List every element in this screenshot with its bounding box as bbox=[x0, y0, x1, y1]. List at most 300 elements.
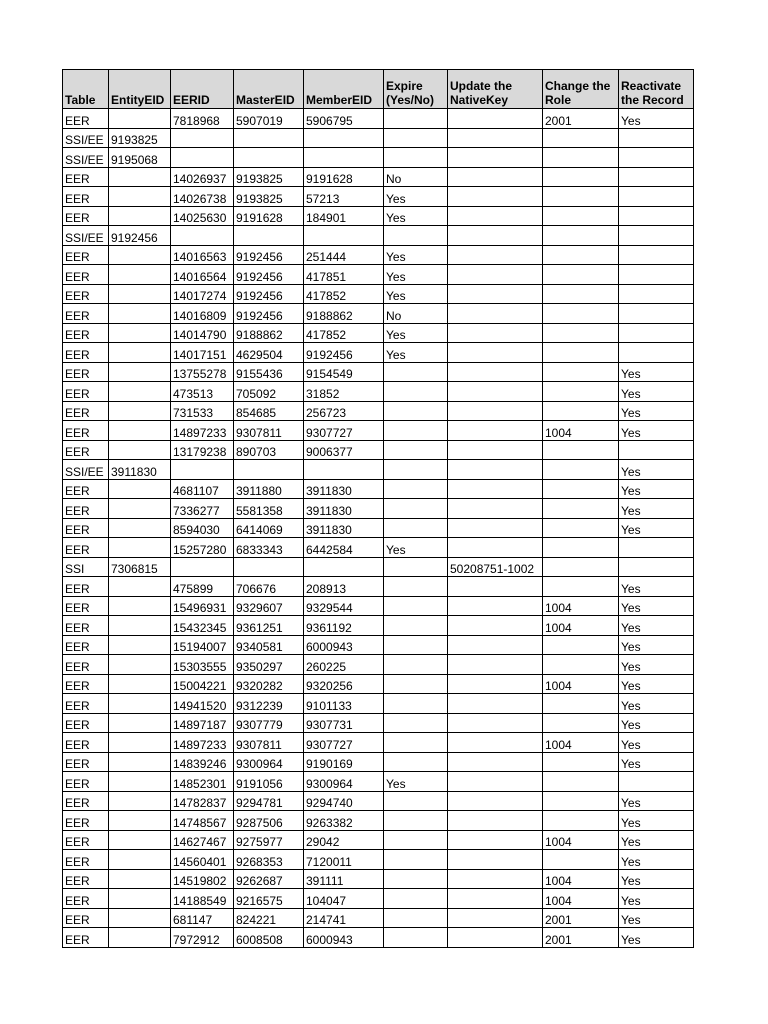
cell-mastereid: 9287506 bbox=[234, 811, 304, 831]
cell-mastereid: 5907019 bbox=[234, 109, 304, 129]
cell-expire bbox=[384, 109, 448, 129]
cell-mastereid: 9307811 bbox=[234, 421, 304, 441]
cell-mastereid: 3911880 bbox=[234, 479, 304, 499]
cell-expire bbox=[384, 869, 448, 889]
cell-mastereid: 9312239 bbox=[234, 694, 304, 714]
cell-entityeid bbox=[109, 479, 171, 499]
cell-eerid bbox=[171, 557, 234, 577]
cell-table: SSI/EE bbox=[63, 460, 109, 480]
cell-mastereid: 705092 bbox=[234, 382, 304, 402]
cell-change-role bbox=[543, 362, 619, 382]
cell-reactivate bbox=[619, 148, 694, 168]
cell-entityeid bbox=[109, 791, 171, 811]
cell-reactivate bbox=[619, 538, 694, 558]
table-row bbox=[63, 343, 694, 363]
cell-entityeid bbox=[109, 284, 171, 304]
table-row bbox=[63, 596, 694, 616]
cell-expire bbox=[384, 128, 448, 148]
cell-mastereid: 890703 bbox=[234, 440, 304, 460]
cell-table: EER bbox=[63, 752, 109, 772]
cell-update-nativekey bbox=[448, 245, 543, 265]
cell-table: EER bbox=[63, 479, 109, 499]
cell-reactivate: Yes bbox=[619, 889, 694, 909]
cell-change-role: 1004 bbox=[543, 616, 619, 636]
cell-eerid: 14897233 bbox=[171, 421, 234, 441]
cell-table: EER bbox=[63, 811, 109, 831]
cell-membereid: 3911830 bbox=[304, 479, 384, 499]
cell-eerid: 14017151 bbox=[171, 343, 234, 363]
cell-membereid: 9320256 bbox=[304, 674, 384, 694]
cell-membereid: 9154549 bbox=[304, 362, 384, 382]
cell-reactivate bbox=[619, 245, 694, 265]
table-row bbox=[63, 655, 694, 675]
cell-mastereid: 9361251 bbox=[234, 616, 304, 636]
cell-expire bbox=[384, 382, 448, 402]
cell-update-nativekey bbox=[448, 655, 543, 675]
header-change-role: Change the Role bbox=[543, 70, 619, 109]
cell-entityeid: 9195068 bbox=[109, 148, 171, 168]
cell-reactivate: Yes bbox=[619, 421, 694, 441]
cell-entityeid bbox=[109, 713, 171, 733]
table-row bbox=[63, 109, 694, 129]
cell-expire bbox=[384, 440, 448, 460]
cell-entityeid bbox=[109, 167, 171, 187]
cell-table: EER bbox=[63, 713, 109, 733]
cell-reactivate: Yes bbox=[619, 869, 694, 889]
cell-membereid: 3911830 bbox=[304, 499, 384, 519]
cell-change-role bbox=[543, 694, 619, 714]
table-row bbox=[63, 577, 694, 597]
cell-reactivate: Yes bbox=[619, 791, 694, 811]
cell-update-nativekey bbox=[448, 421, 543, 441]
cell-mastereid: 9193825 bbox=[234, 187, 304, 207]
cell-entityeid bbox=[109, 869, 171, 889]
cell-entityeid bbox=[109, 518, 171, 538]
cell-change-role bbox=[543, 577, 619, 597]
cell-reactivate bbox=[619, 343, 694, 363]
cell-reactivate bbox=[619, 265, 694, 285]
cell-reactivate bbox=[619, 557, 694, 577]
cell-entityeid bbox=[109, 850, 171, 870]
table-row bbox=[63, 733, 694, 753]
table-row bbox=[63, 479, 694, 499]
cell-eerid: 15257280 bbox=[171, 538, 234, 558]
cell-update-nativekey bbox=[448, 304, 543, 324]
cell-mastereid: 9307779 bbox=[234, 713, 304, 733]
cell-update-nativekey bbox=[448, 167, 543, 187]
cell-table: EER bbox=[63, 791, 109, 811]
cell-change-role bbox=[543, 304, 619, 324]
cell-reactivate: Yes bbox=[619, 830, 694, 850]
cell-membereid bbox=[304, 460, 384, 480]
cell-entityeid bbox=[109, 889, 171, 909]
table-row bbox=[63, 557, 694, 577]
cell-reactivate: Yes bbox=[619, 655, 694, 675]
cell-mastereid: 6414069 bbox=[234, 518, 304, 538]
table-row bbox=[63, 674, 694, 694]
cell-membereid: 9188862 bbox=[304, 304, 384, 324]
cell-change-role bbox=[543, 479, 619, 499]
header-entityeid: EntityEID bbox=[109, 70, 171, 109]
header-mastereid: MasterEID bbox=[234, 70, 304, 109]
cell-reactivate: Yes bbox=[619, 109, 694, 129]
table-row bbox=[63, 908, 694, 928]
cell-reactivate bbox=[619, 323, 694, 343]
cell-update-nativekey bbox=[448, 635, 543, 655]
cell-membereid: 9294740 bbox=[304, 791, 384, 811]
cell-entityeid bbox=[109, 635, 171, 655]
cell-update-nativekey bbox=[448, 830, 543, 850]
cell-update-nativekey bbox=[448, 265, 543, 285]
cell-entityeid bbox=[109, 109, 171, 129]
cell-eerid: 14627467 bbox=[171, 830, 234, 850]
cell-reactivate: Yes bbox=[619, 518, 694, 538]
cell-update-nativekey bbox=[448, 811, 543, 831]
cell-membereid: 9361192 bbox=[304, 616, 384, 636]
cell-membereid: 9329544 bbox=[304, 596, 384, 616]
cell-change-role bbox=[543, 187, 619, 207]
cell-mastereid: 9192456 bbox=[234, 284, 304, 304]
cell-membereid: 6000943 bbox=[304, 635, 384, 655]
cell-mastereid: 9300964 bbox=[234, 752, 304, 772]
cell-eerid bbox=[171, 226, 234, 246]
cell-change-role bbox=[543, 635, 619, 655]
table-row bbox=[63, 440, 694, 460]
cell-eerid: 13179238 bbox=[171, 440, 234, 460]
cell-membereid: 9191628 bbox=[304, 167, 384, 187]
cell-update-nativekey bbox=[448, 440, 543, 460]
cell-eerid: 731533 bbox=[171, 401, 234, 421]
cell-change-role: 1004 bbox=[543, 674, 619, 694]
cell-update-nativekey bbox=[448, 694, 543, 714]
cell-table: EER bbox=[63, 440, 109, 460]
cell-expire: Yes bbox=[384, 206, 448, 226]
cell-mastereid: 9294781 bbox=[234, 791, 304, 811]
cell-change-role bbox=[543, 518, 619, 538]
cell-entityeid bbox=[109, 343, 171, 363]
cell-membereid: 184901 bbox=[304, 206, 384, 226]
cell-change-role bbox=[543, 128, 619, 148]
cell-update-nativekey bbox=[448, 616, 543, 636]
cell-change-role bbox=[543, 713, 619, 733]
cell-expire bbox=[384, 421, 448, 441]
cell-entityeid bbox=[109, 928, 171, 948]
table-row bbox=[63, 694, 694, 714]
cell-membereid: 9300964 bbox=[304, 772, 384, 792]
cell-update-nativekey bbox=[448, 382, 543, 402]
cell-update-nativekey bbox=[448, 713, 543, 733]
cell-table: EER bbox=[63, 733, 109, 753]
table-row bbox=[63, 304, 694, 324]
cell-eerid: 14025630 bbox=[171, 206, 234, 226]
cell-change-role bbox=[543, 791, 619, 811]
table-row bbox=[63, 421, 694, 441]
cell-entityeid bbox=[109, 187, 171, 207]
cell-eerid: 4681107 bbox=[171, 479, 234, 499]
table-row bbox=[63, 187, 694, 207]
cell-table: EER bbox=[63, 928, 109, 948]
cell-expire bbox=[384, 596, 448, 616]
cell-change-role: 1004 bbox=[543, 889, 619, 909]
cell-reactivate bbox=[619, 284, 694, 304]
cell-update-nativekey bbox=[448, 323, 543, 343]
cell-membereid: 9192456 bbox=[304, 343, 384, 363]
cell-update-nativekey bbox=[448, 362, 543, 382]
cell-expire: No bbox=[384, 167, 448, 187]
cell-expire bbox=[384, 830, 448, 850]
cell-table: EER bbox=[63, 850, 109, 870]
cell-expire bbox=[384, 850, 448, 870]
cell-mastereid bbox=[234, 226, 304, 246]
cell-entityeid bbox=[109, 577, 171, 597]
cell-entityeid: 3911830 bbox=[109, 460, 171, 480]
table-row bbox=[63, 850, 694, 870]
cell-change-role: 2001 bbox=[543, 908, 619, 928]
cell-change-role: 1004 bbox=[543, 869, 619, 889]
cell-update-nativekey bbox=[448, 908, 543, 928]
cell-expire bbox=[384, 577, 448, 597]
cell-eerid: 7336277 bbox=[171, 499, 234, 519]
cell-eerid: 475899 bbox=[171, 577, 234, 597]
cell-mastereid: 824221 bbox=[234, 908, 304, 928]
cell-entityeid bbox=[109, 304, 171, 324]
cell-mastereid bbox=[234, 148, 304, 168]
cell-entityeid bbox=[109, 206, 171, 226]
cell-reactivate: Yes bbox=[619, 577, 694, 597]
cell-reactivate: Yes bbox=[619, 499, 694, 519]
cell-reactivate bbox=[619, 187, 694, 207]
cell-table: EER bbox=[63, 382, 109, 402]
cell-table: EER bbox=[63, 323, 109, 343]
cell-entityeid bbox=[109, 323, 171, 343]
cell-entityeid bbox=[109, 265, 171, 285]
header-row bbox=[63, 70, 694, 109]
cell-change-role: 2001 bbox=[543, 928, 619, 948]
cell-eerid: 473513 bbox=[171, 382, 234, 402]
table-row bbox=[63, 811, 694, 831]
table-row bbox=[63, 245, 694, 265]
cell-eerid: 8594030 bbox=[171, 518, 234, 538]
cell-update-nativekey bbox=[448, 226, 543, 246]
cell-change-role bbox=[543, 284, 619, 304]
cell-eerid bbox=[171, 460, 234, 480]
table-row bbox=[63, 226, 694, 246]
cell-entityeid bbox=[109, 499, 171, 519]
cell-change-role: 1004 bbox=[543, 733, 619, 753]
cell-update-nativekey bbox=[448, 518, 543, 538]
cell-change-role bbox=[543, 226, 619, 246]
cell-update-nativekey bbox=[448, 850, 543, 870]
cell-table: EER bbox=[63, 869, 109, 889]
cell-expire bbox=[384, 148, 448, 168]
cell-table: EER bbox=[63, 206, 109, 226]
cell-change-role bbox=[543, 245, 619, 265]
cell-eerid: 15496931 bbox=[171, 596, 234, 616]
cell-change-role bbox=[543, 811, 619, 831]
cell-reactivate bbox=[619, 128, 694, 148]
cell-change-role: 2001 bbox=[543, 109, 619, 129]
cell-expire bbox=[384, 557, 448, 577]
cell-update-nativekey bbox=[448, 772, 543, 792]
cell-change-role bbox=[543, 655, 619, 675]
table-row bbox=[63, 869, 694, 889]
cell-entityeid bbox=[109, 674, 171, 694]
cell-eerid: 14839246 bbox=[171, 752, 234, 772]
cell-expire: Yes bbox=[384, 187, 448, 207]
cell-entityeid bbox=[109, 772, 171, 792]
cell-membereid: 260225 bbox=[304, 655, 384, 675]
cell-expire bbox=[384, 616, 448, 636]
header-table: Table bbox=[63, 70, 109, 109]
cell-membereid: 31852 bbox=[304, 382, 384, 402]
cell-expire bbox=[384, 655, 448, 675]
cell-table: EER bbox=[63, 167, 109, 187]
cell-entityeid bbox=[109, 440, 171, 460]
cell-table: EER bbox=[63, 694, 109, 714]
cell-mastereid: 9262687 bbox=[234, 869, 304, 889]
cell-change-role bbox=[543, 148, 619, 168]
cell-eerid: 14897187 bbox=[171, 713, 234, 733]
cell-expire bbox=[384, 460, 448, 480]
cell-eerid: 14852301 bbox=[171, 772, 234, 792]
cell-change-role: 1004 bbox=[543, 830, 619, 850]
cell-entityeid bbox=[109, 362, 171, 382]
cell-entityeid bbox=[109, 811, 171, 831]
table-row bbox=[63, 635, 694, 655]
cell-reactivate: Yes bbox=[619, 674, 694, 694]
cell-membereid: 9006377 bbox=[304, 440, 384, 460]
cell-membereid: 214741 bbox=[304, 908, 384, 928]
cell-expire bbox=[384, 928, 448, 948]
cell-change-role bbox=[543, 850, 619, 870]
cell-eerid: 15432345 bbox=[171, 616, 234, 636]
cell-mastereid: 9193825 bbox=[234, 167, 304, 187]
cell-expire bbox=[384, 908, 448, 928]
table-row bbox=[63, 752, 694, 772]
cell-mastereid: 9192456 bbox=[234, 304, 304, 324]
cell-reactivate: Yes bbox=[619, 616, 694, 636]
table-row bbox=[63, 167, 694, 187]
cell-entityeid bbox=[109, 596, 171, 616]
cell-update-nativekey bbox=[448, 869, 543, 889]
table-row bbox=[63, 791, 694, 811]
cell-membereid: 7120011 bbox=[304, 850, 384, 870]
cell-expire bbox=[384, 752, 448, 772]
cell-entityeid bbox=[109, 421, 171, 441]
cell-membereid: 9101133 bbox=[304, 694, 384, 714]
cell-eerid: 14897233 bbox=[171, 733, 234, 753]
cell-expire bbox=[384, 479, 448, 499]
cell-eerid: 14748567 bbox=[171, 811, 234, 831]
cell-mastereid: 9320282 bbox=[234, 674, 304, 694]
cell-table: EER bbox=[63, 889, 109, 909]
cell-table: SSI/EE bbox=[63, 148, 109, 168]
cell-change-role bbox=[543, 538, 619, 558]
cell-membereid: 9307727 bbox=[304, 733, 384, 753]
cell-table: EER bbox=[63, 304, 109, 324]
cell-expire: Yes bbox=[384, 323, 448, 343]
cell-table: EER bbox=[63, 362, 109, 382]
cell-table: EER bbox=[63, 421, 109, 441]
table-row bbox=[63, 499, 694, 519]
cell-reactivate: Yes bbox=[619, 850, 694, 870]
cell-eerid: 14014790 bbox=[171, 323, 234, 343]
table-row bbox=[63, 401, 694, 421]
cell-entityeid bbox=[109, 752, 171, 772]
cell-entityeid bbox=[109, 382, 171, 402]
cell-eerid: 14016809 bbox=[171, 304, 234, 324]
cell-mastereid: 9307811 bbox=[234, 733, 304, 753]
table-row bbox=[63, 265, 694, 285]
cell-membereid: 208913 bbox=[304, 577, 384, 597]
cell-table: EER bbox=[63, 538, 109, 558]
cell-membereid bbox=[304, 557, 384, 577]
records-table bbox=[62, 69, 694, 948]
cell-change-role bbox=[543, 382, 619, 402]
cell-change-role bbox=[543, 460, 619, 480]
cell-membereid: 5906795 bbox=[304, 109, 384, 129]
cell-table: EER bbox=[63, 343, 109, 363]
cell-table: EER bbox=[63, 401, 109, 421]
cell-update-nativekey bbox=[448, 460, 543, 480]
cell-table: EER bbox=[63, 518, 109, 538]
cell-reactivate: Yes bbox=[619, 694, 694, 714]
cell-membereid: 256723 bbox=[304, 401, 384, 421]
cell-eerid: 14560401 bbox=[171, 850, 234, 870]
cell-reactivate: Yes bbox=[619, 401, 694, 421]
cell-table: SSI/EE bbox=[63, 226, 109, 246]
cell-expire: Yes bbox=[384, 284, 448, 304]
cell-reactivate bbox=[619, 772, 694, 792]
cell-entityeid bbox=[109, 655, 171, 675]
cell-update-nativekey: 50208751-1002 bbox=[448, 557, 543, 577]
cell-reactivate: Yes bbox=[619, 713, 694, 733]
cell-update-nativekey bbox=[448, 791, 543, 811]
cell-mastereid: 6008508 bbox=[234, 928, 304, 948]
cell-eerid: 14016563 bbox=[171, 245, 234, 265]
cell-membereid: 6442584 bbox=[304, 538, 384, 558]
cell-entityeid bbox=[109, 694, 171, 714]
cell-mastereid: 9340581 bbox=[234, 635, 304, 655]
cell-mastereid bbox=[234, 128, 304, 148]
cell-update-nativekey bbox=[448, 577, 543, 597]
table-row bbox=[63, 362, 694, 382]
cell-entityeid bbox=[109, 538, 171, 558]
cell-membereid: 57213 bbox=[304, 187, 384, 207]
cell-update-nativekey bbox=[448, 733, 543, 753]
cell-eerid bbox=[171, 128, 234, 148]
cell-table: SSI bbox=[63, 557, 109, 577]
cell-update-nativekey bbox=[448, 109, 543, 129]
cell-expire bbox=[384, 694, 448, 714]
cell-expire: Yes bbox=[384, 245, 448, 265]
cell-expire bbox=[384, 518, 448, 538]
cell-reactivate bbox=[619, 206, 694, 226]
cell-eerid: 13755278 bbox=[171, 362, 234, 382]
cell-update-nativekey bbox=[448, 499, 543, 519]
cell-update-nativekey bbox=[448, 752, 543, 772]
cell-entityeid bbox=[109, 830, 171, 850]
cell-reactivate: Yes bbox=[619, 752, 694, 772]
cell-eerid: 14519802 bbox=[171, 869, 234, 889]
cell-membereid: 6000943 bbox=[304, 928, 384, 948]
table-row bbox=[63, 772, 694, 792]
cell-membereid: 9190169 bbox=[304, 752, 384, 772]
cell-entityeid: 7306815 bbox=[109, 557, 171, 577]
cell-membereid bbox=[304, 148, 384, 168]
cell-mastereid: 9192456 bbox=[234, 265, 304, 285]
cell-reactivate: Yes bbox=[619, 362, 694, 382]
